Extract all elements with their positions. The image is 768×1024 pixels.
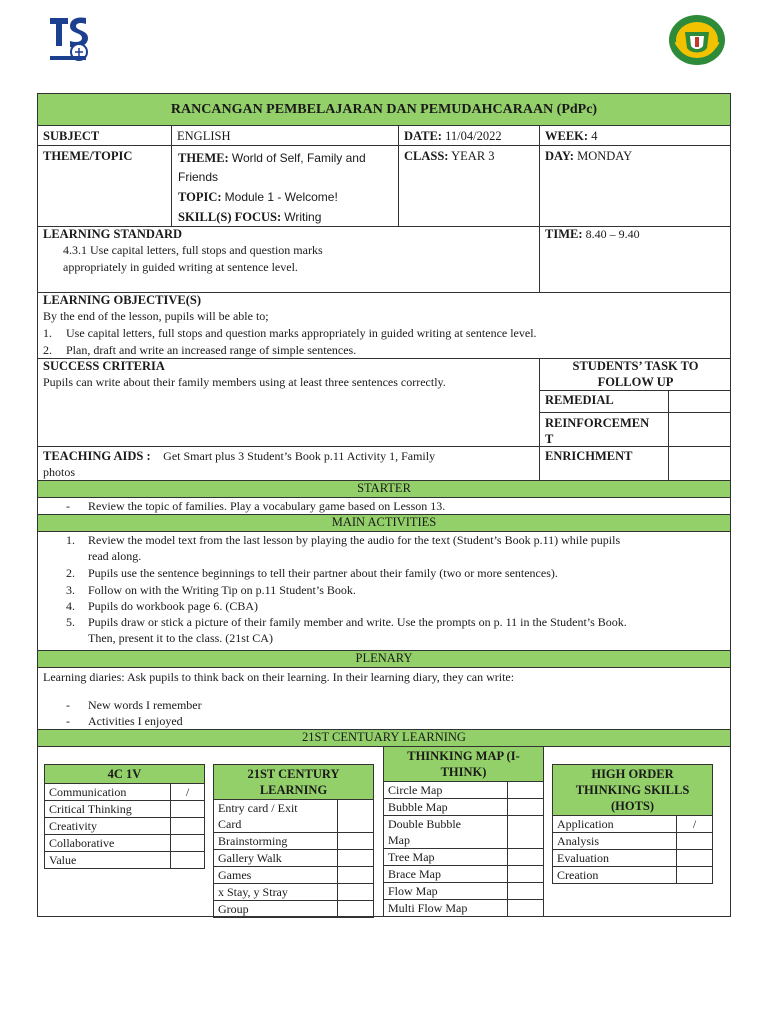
topic-value: Module 1 - Welcome!	[224, 190, 338, 204]
learning-standard-line-2: appropriately in guided writing at sentence level.	[63, 260, 298, 274]
theme-label: THEME:	[178, 151, 229, 165]
reinforcement-label-1: REINFORCEMEN	[545, 416, 650, 430]
week-label: WEEK:	[545, 129, 589, 143]
table-row	[45, 835, 205, 852]
row-mark	[677, 850, 713, 867]
activity-num-5: 5.	[66, 615, 75, 629]
topic-field	[178, 188, 338, 206]
row-mark: /	[171, 784, 205, 801]
row-name: Tree Map	[384, 849, 508, 866]
table-row	[384, 849, 544, 866]
row-name: Multi Flow Map	[384, 900, 508, 917]
row-mark	[171, 852, 205, 869]
objective-text-2: Plan, draft and write an increased range of simple sentences.	[66, 343, 357, 357]
row-mark	[338, 884, 374, 901]
row-mark	[508, 866, 544, 883]
row-name: Application	[553, 816, 677, 833]
row-mark	[508, 816, 544, 849]
learning-standard-label: LEARNING STANDARD	[43, 227, 183, 241]
date-field	[404, 128, 502, 144]
skill-field	[178, 208, 321, 226]
row-mark	[338, 901, 374, 918]
week-field	[545, 128, 597, 144]
teaching-aids-text-2: photos	[43, 465, 76, 479]
table-row	[553, 850, 713, 867]
row-mark	[338, 867, 374, 884]
date-value: 11/04/2022	[445, 129, 502, 143]
table-row	[384, 883, 544, 900]
row-name: Analysis	[553, 833, 677, 850]
topic-label: TOPIC:	[178, 190, 222, 204]
row-name-2: Card	[218, 817, 242, 831]
heading-line-1: THINKING MAP (I-	[407, 749, 520, 763]
theme-topic-label: THEME/TOPIC	[43, 149, 133, 163]
students-task-label-2: FOLLOW UP	[597, 375, 674, 389]
day-field	[545, 148, 632, 164]
table-hots	[552, 764, 713, 884]
table-4c1v	[44, 764, 205, 869]
table-row	[45, 818, 205, 835]
teaching-aids-text-1: Get Smart plus 3 Student’s Book p.11 Activity 1, Family	[163, 449, 436, 463]
row-name: Creation	[553, 867, 677, 884]
page-title: RANCANGAN PEMBELAJARAN DAN PEMUDAHCARAAN (PdPc)	[38, 94, 730, 125]
remedial-label: REMEDIAL	[545, 393, 614, 407]
row-name-1: Double Bubble	[388, 817, 461, 831]
heading-line-1: 21ST CENTURY	[247, 767, 340, 781]
main-activities-band: MAIN ACTIVITIES	[38, 515, 730, 531]
row-name: Group	[214, 901, 338, 918]
activity-line-1b: read along.	[88, 549, 142, 563]
objective-num-1: 1.	[43, 326, 52, 340]
table-row	[384, 816, 544, 849]
row-name: Bubble Map	[384, 799, 508, 816]
table-row	[214, 901, 374, 918]
success-criteria-label: SUCCESS CRITERIA	[43, 359, 165, 373]
row-name: Value	[45, 852, 171, 869]
plenary-bullet-2: -	[66, 714, 70, 728]
row-mark	[338, 833, 374, 850]
table-row	[384, 782, 544, 799]
learning-objectives-label: LEARNING OBJECTIVE(S)	[43, 293, 202, 307]
learning-objectives-intro: By the end of the lesson, pupils will be able to;	[43, 309, 269, 323]
row-name-1: Entry card / Exit	[218, 801, 298, 815]
row-name: Critical Thinking	[45, 801, 171, 818]
starter-band: STARTER	[38, 481, 730, 497]
plenary-item-1: New words I remember	[88, 698, 202, 712]
row-name: Communication	[45, 784, 171, 801]
row-name	[214, 800, 338, 833]
activity-line-4: Pupils do workbook page 6. (CBA)	[88, 599, 258, 613]
row-name: Brainstorming	[214, 833, 338, 850]
row-name: Brace Map	[384, 866, 508, 883]
enrichment-label: ENRICHMENT	[545, 449, 633, 463]
row-mark	[338, 800, 374, 833]
heading-line-3: (HOTS)	[610, 799, 655, 813]
activity-line-5b: Then, present it to the class. (21st CA)	[88, 631, 273, 645]
row-name	[384, 816, 508, 849]
plenary-item-2: Activities I enjoyed	[88, 714, 183, 728]
row-mark	[677, 833, 713, 850]
teaching-aids-label: TEACHING AIDS :	[43, 449, 151, 463]
reinforcement-label-2: T	[545, 432, 554, 446]
time-value: 8.40 – 9.40	[585, 227, 640, 241]
skill-value: Writing	[284, 210, 322, 224]
heading-line-2: THINKING SKILLS	[575, 783, 690, 797]
table-row	[553, 867, 713, 884]
table-4c1v-heading: 4C 1V	[45, 765, 205, 784]
success-criteria-text: Pupils can write about their family members using at least three sentences correctly.	[43, 375, 446, 389]
objective-num-2: 2.	[43, 343, 52, 357]
time-label: TIME:	[545, 227, 583, 241]
activity-num-4: 4.	[66, 599, 75, 613]
week-value: 4	[591, 129, 598, 143]
table-row	[214, 800, 374, 833]
date-label: DATE:	[404, 129, 442, 143]
students-task-label-1: STUDENTS’ TASK TO	[572, 359, 699, 373]
activity-line-5a: Pupils draw or stick a picture of their family member and write. Use the prompts on p. 11 in the Student’s Book.	[88, 615, 627, 629]
activity-num-2: 2.	[66, 566, 75, 580]
subject-value: ENGLISH	[177, 129, 231, 143]
row-name: Creativity	[45, 818, 171, 835]
teaching-aids-field	[43, 448, 435, 464]
subject-label: SUBJECT	[43, 129, 100, 143]
row-mark	[171, 818, 205, 835]
row-mark	[508, 799, 544, 816]
row-name: Games	[214, 867, 338, 884]
row-name: Flow Map	[384, 883, 508, 900]
objective-text-1: Use capital letters, full stops and question marks appropriately in guided writing at sentence level.	[66, 326, 537, 340]
table-row	[214, 884, 374, 901]
activity-line-2: Pupils use the sentence beginnings to tell their partner about their family (two or more sentences).	[88, 566, 558, 580]
heading-line-2: LEARNING	[259, 783, 328, 797]
row-name-2: Map	[388, 833, 410, 847]
heading-line-1: HIGH ORDER	[591, 767, 674, 781]
row-mark	[171, 801, 205, 818]
table-row	[553, 816, 713, 833]
school-crest-icon	[668, 14, 726, 66]
heading-line-2: THINK)	[440, 765, 487, 779]
table-row	[214, 867, 374, 884]
table-row	[384, 866, 544, 883]
table-hots-heading	[553, 765, 713, 816]
row-mark	[677, 867, 713, 884]
row-name: Gallery Walk	[214, 850, 338, 867]
theme-field	[178, 148, 366, 168]
day-value: MONDAY	[577, 149, 633, 163]
row-mark: /	[677, 816, 713, 833]
row-mark	[508, 900, 544, 917]
table-thinking-heading	[384, 747, 544, 782]
time-field	[545, 226, 640, 242]
class-value: YEAR 3	[451, 149, 495, 163]
theme-value-1: World of Self, Family and	[231, 151, 366, 165]
table-row	[384, 900, 544, 917]
table-21st-century	[213, 764, 374, 918]
activity-num-1: 1.	[66, 533, 75, 547]
table-row	[384, 799, 544, 816]
activity-line-3: Follow on with the Writing Tip on p.11 Student’s Book.	[88, 583, 356, 597]
activity-line-1a: Review the model text from the last lesson by playing the audio for the text (Student’s Book p.11) while pupils	[88, 533, 621, 547]
table-row	[45, 784, 205, 801]
row-name: Collaborative	[45, 835, 171, 852]
row-name: x Stay, y Stray	[214, 884, 338, 901]
century-learning-band: 21ST CENTUARY LEARNING	[38, 730, 730, 746]
table-row	[214, 833, 374, 850]
table-row	[45, 801, 205, 818]
table-row	[45, 852, 205, 869]
class-label: CLASS:	[404, 149, 449, 163]
row-mark	[508, 849, 544, 866]
row-name: Evaluation	[553, 850, 677, 867]
table-thinking-map	[383, 746, 544, 917]
activity-num-3: 3.	[66, 583, 75, 597]
table-row	[214, 850, 374, 867]
table-21st-heading	[214, 765, 374, 800]
starter-bullet: -	[66, 499, 70, 513]
plenary-intro: Learning diaries: Ask pupils to think back on their learning. In their learning diary, they can write:	[43, 670, 515, 684]
class-field	[404, 148, 495, 164]
row-mark	[508, 883, 544, 900]
starter-text: Review the topic of families. Play a vocabulary game based on Lesson 13.	[88, 499, 446, 513]
row-name: Circle Map	[384, 782, 508, 799]
plenary-bullet-1: -	[66, 698, 70, 712]
row-mark	[508, 782, 544, 799]
row-mark	[171, 835, 205, 852]
plenary-band: PLENARY	[38, 651, 730, 667]
table-row	[553, 833, 713, 850]
theme-value-2: Friends	[178, 170, 219, 184]
row-mark	[338, 850, 374, 867]
day-label: DAY:	[545, 149, 574, 163]
learning-standard-line-1: 4.3.1 Use capital letters, full stops and question marks	[63, 243, 323, 257]
skill-label: SKILL(S) FOCUS:	[178, 210, 282, 224]
ts25-logo-icon	[46, 12, 90, 62]
